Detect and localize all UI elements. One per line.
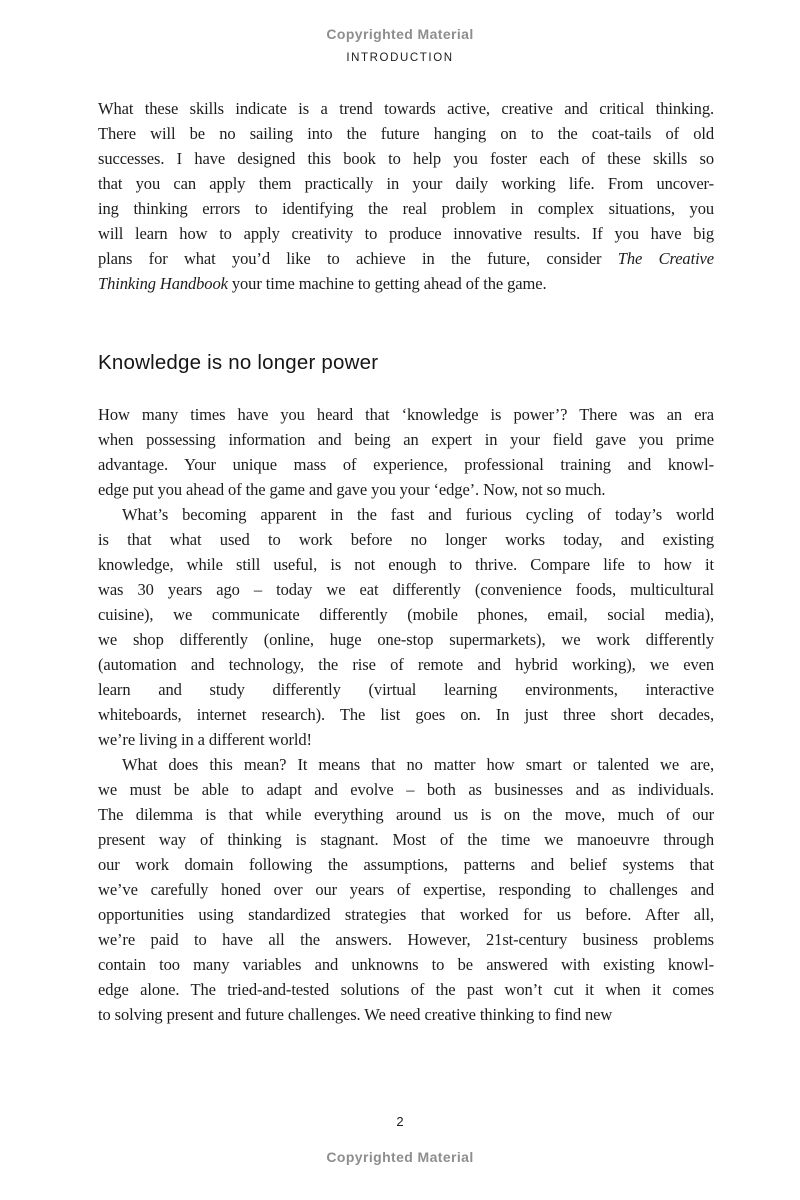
body-line: There will be no sailing into the future hanging on to the coat-tails of old xyxy=(98,124,714,143)
body-line: opportunities using standardized strategies that worked for us before. After all, xyxy=(98,905,714,924)
paragraph xyxy=(98,752,714,1027)
body-line: knowledge, while still useful, is not enough to thrive. Compare life to how it xyxy=(98,555,714,574)
body-line: we shop differently (online, huge one-stop supermarkets), we work differently xyxy=(98,630,714,649)
paragraph xyxy=(98,502,714,752)
copyright-notice-top: Copyrighted Material xyxy=(326,26,474,42)
body-line: learn and study differently (virtual learning environments, interactive xyxy=(98,680,714,699)
body-line: we’ve carefully honed over our years of expertise, responding to challenges and xyxy=(98,880,714,899)
body-line: plans for what you’d like to achieve in the future, consider The Creative xyxy=(98,249,714,268)
paragraph xyxy=(98,402,714,502)
body-line: to solving present and future challenges. We need creative thinking to find new xyxy=(98,1005,613,1024)
body-line: that you can apply them practically in your daily working life. From uncover- xyxy=(98,174,714,193)
body-line: successes. I have designed this book to help you foster each of these skills so xyxy=(98,149,714,168)
body-line: we’re paid to have all the answers. However, 21st-century business problems xyxy=(98,930,714,949)
body-line: How many times have you heard that ‘knowledge is power’? There was an era xyxy=(98,405,714,424)
body-line: The dilemma is that while everything around us is on the move, much of our xyxy=(98,805,714,824)
body-line: What these skills indicate is a trend towards active, creative and critical thinking. xyxy=(98,99,714,118)
page-header xyxy=(0,0,800,64)
body-line: advantage. Your unique mass of experience, professional training and knowl- xyxy=(98,455,714,474)
page-body xyxy=(98,96,714,1027)
body-line: What’s becoming apparent in the fast and furious cycling of today’s world xyxy=(122,505,714,524)
page-footer xyxy=(0,1114,800,1165)
body-line: we’re living in a different world! xyxy=(98,730,312,749)
body-line: is that what used to work before no longer works today, and existing xyxy=(98,530,714,549)
body-line: edge alone. The tried-and-tested solutions of the past won’t cut it when it comes xyxy=(98,980,714,999)
page-number: 2 xyxy=(396,1114,404,1129)
body-line: (automation and technology, the rise of remote and hybrid working), we even xyxy=(98,655,714,674)
body-line: Thinking Handbook your time machine to getting ahead of the game. xyxy=(98,274,547,293)
body-line: What does this mean? It means that no matter how smart or talented we are, xyxy=(122,755,714,774)
body-line: our work domain following the assumptions, patterns and belief systems that xyxy=(98,855,714,874)
body-line: was 30 years ago – today we eat differently (convenience foods, multicultural xyxy=(98,580,714,599)
paragraph xyxy=(98,96,714,296)
copyright-notice-bottom: Copyrighted Material xyxy=(326,1149,474,1165)
body-line: will learn how to apply creativity to produce innovative results. If you have big xyxy=(98,224,714,243)
running-head: INTRODUCTION xyxy=(346,52,454,64)
section-heading: Knowledge is no longer power xyxy=(98,351,379,374)
body-line: when possessing information and being an expert in your field gave you prime xyxy=(98,430,714,449)
body-line: ing thinking errors to identifying the real problem in complex situations, you xyxy=(98,199,714,218)
body-line: edge put you ahead of the game and gave you your ‘edge’. Now, not so much. xyxy=(98,480,606,499)
body-line: cuisine), we communicate differently (mobile phones, email, social media), xyxy=(98,605,714,624)
body-line: present way of thinking is stagnant. Most of the time we manoeuvre through xyxy=(98,830,714,849)
body-line: we must be able to adapt and evolve – both as businesses and as individuals. xyxy=(98,780,714,799)
body-line: contain too many variables and unknowns to be answered with existing knowl- xyxy=(98,955,714,974)
body-line: whiteboards, internet research). The list goes on. In just three short decades, xyxy=(98,705,714,724)
